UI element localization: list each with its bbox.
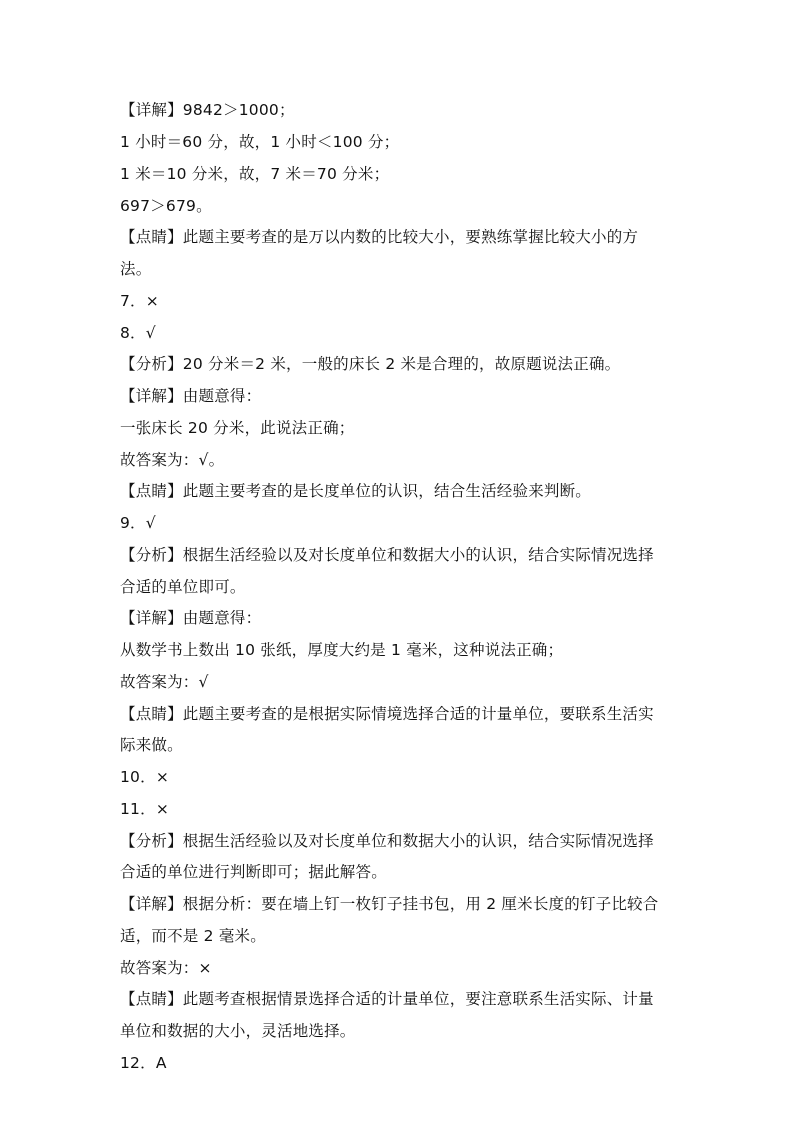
text-line: 故答案为：× [120, 959, 212, 977]
text-line: 【分析】根据生活经验以及对长度单位和数据大小的认识，结合实际情况选择 [120, 832, 654, 850]
text-line: 【详解】根据分析：要在墙上钉一枚钉子挂书包，用 2 厘米长度的钉子比较合 [120, 895, 659, 913]
text-line: 合适的单位进行判断即可；据此解答。 [120, 863, 387, 881]
question-answer: 12．A [120, 1054, 167, 1072]
text-line: 故答案为：√ [120, 673, 209, 691]
text-line: 适，而不是 2 毫米。 [120, 927, 266, 945]
text-line: 697＞679。 [120, 197, 212, 215]
text-line: 【点睛】此题考查根据情景选择合适的计量单位，要注意联系生活实际、计量 [120, 990, 654, 1008]
text-line: 【点睛】此题主要考查的是万以内数的比较大小，要熟练掌握比较大小的方 [120, 228, 639, 246]
question-answer: 7．× [120, 292, 159, 310]
text-line: 从数学书上数出 10 张纸，厚度大约是 1 毫米，这种说法正确； [120, 641, 564, 659]
text-line: 一张床长 20 分米，此说法正确； [120, 419, 355, 437]
question-answer: 8．√ [120, 324, 156, 342]
text-line: 【分析】20 分米＝2 米，一般的床长 2 米是合理的，故原题说法正确。 [120, 355, 621, 373]
text-line: 【点睛】此题主要考查的是长度单位的认识，结合生活经验来判断。 [120, 482, 592, 500]
text-line: 1 小时＝60 分，故，1 小时＜100 分； [120, 133, 400, 151]
question-answer: 11．× [120, 800, 170, 818]
question-answer: 10．× [120, 768, 170, 786]
text-line: 故答案为：√。 [120, 451, 225, 469]
question-answer: 9．√ [120, 514, 156, 532]
text-line: 【详解】9842＞1000； [120, 101, 295, 119]
text-line: 合适的单位即可。 [120, 578, 246, 596]
text-line: 单位和数据的大小，灵活地选择。 [120, 1022, 356, 1040]
text-line: 【分析】根据生活经验以及对长度单位和数据大小的认识，结合实际情况选择 [120, 546, 654, 564]
text-line: 1 米＝10 分米，故，7 米＝70 分米； [120, 165, 390, 183]
text-line: 法。 [120, 260, 152, 278]
text-line: 【详解】由题意得： [120, 387, 262, 405]
text-line: 【点睛】此题主要考查的是根据实际情境选择合适的计量单位，要联系生活实 [120, 705, 654, 723]
text-line: 【详解】由题意得： [120, 609, 262, 627]
text-line: 际来做。 [120, 736, 183, 754]
